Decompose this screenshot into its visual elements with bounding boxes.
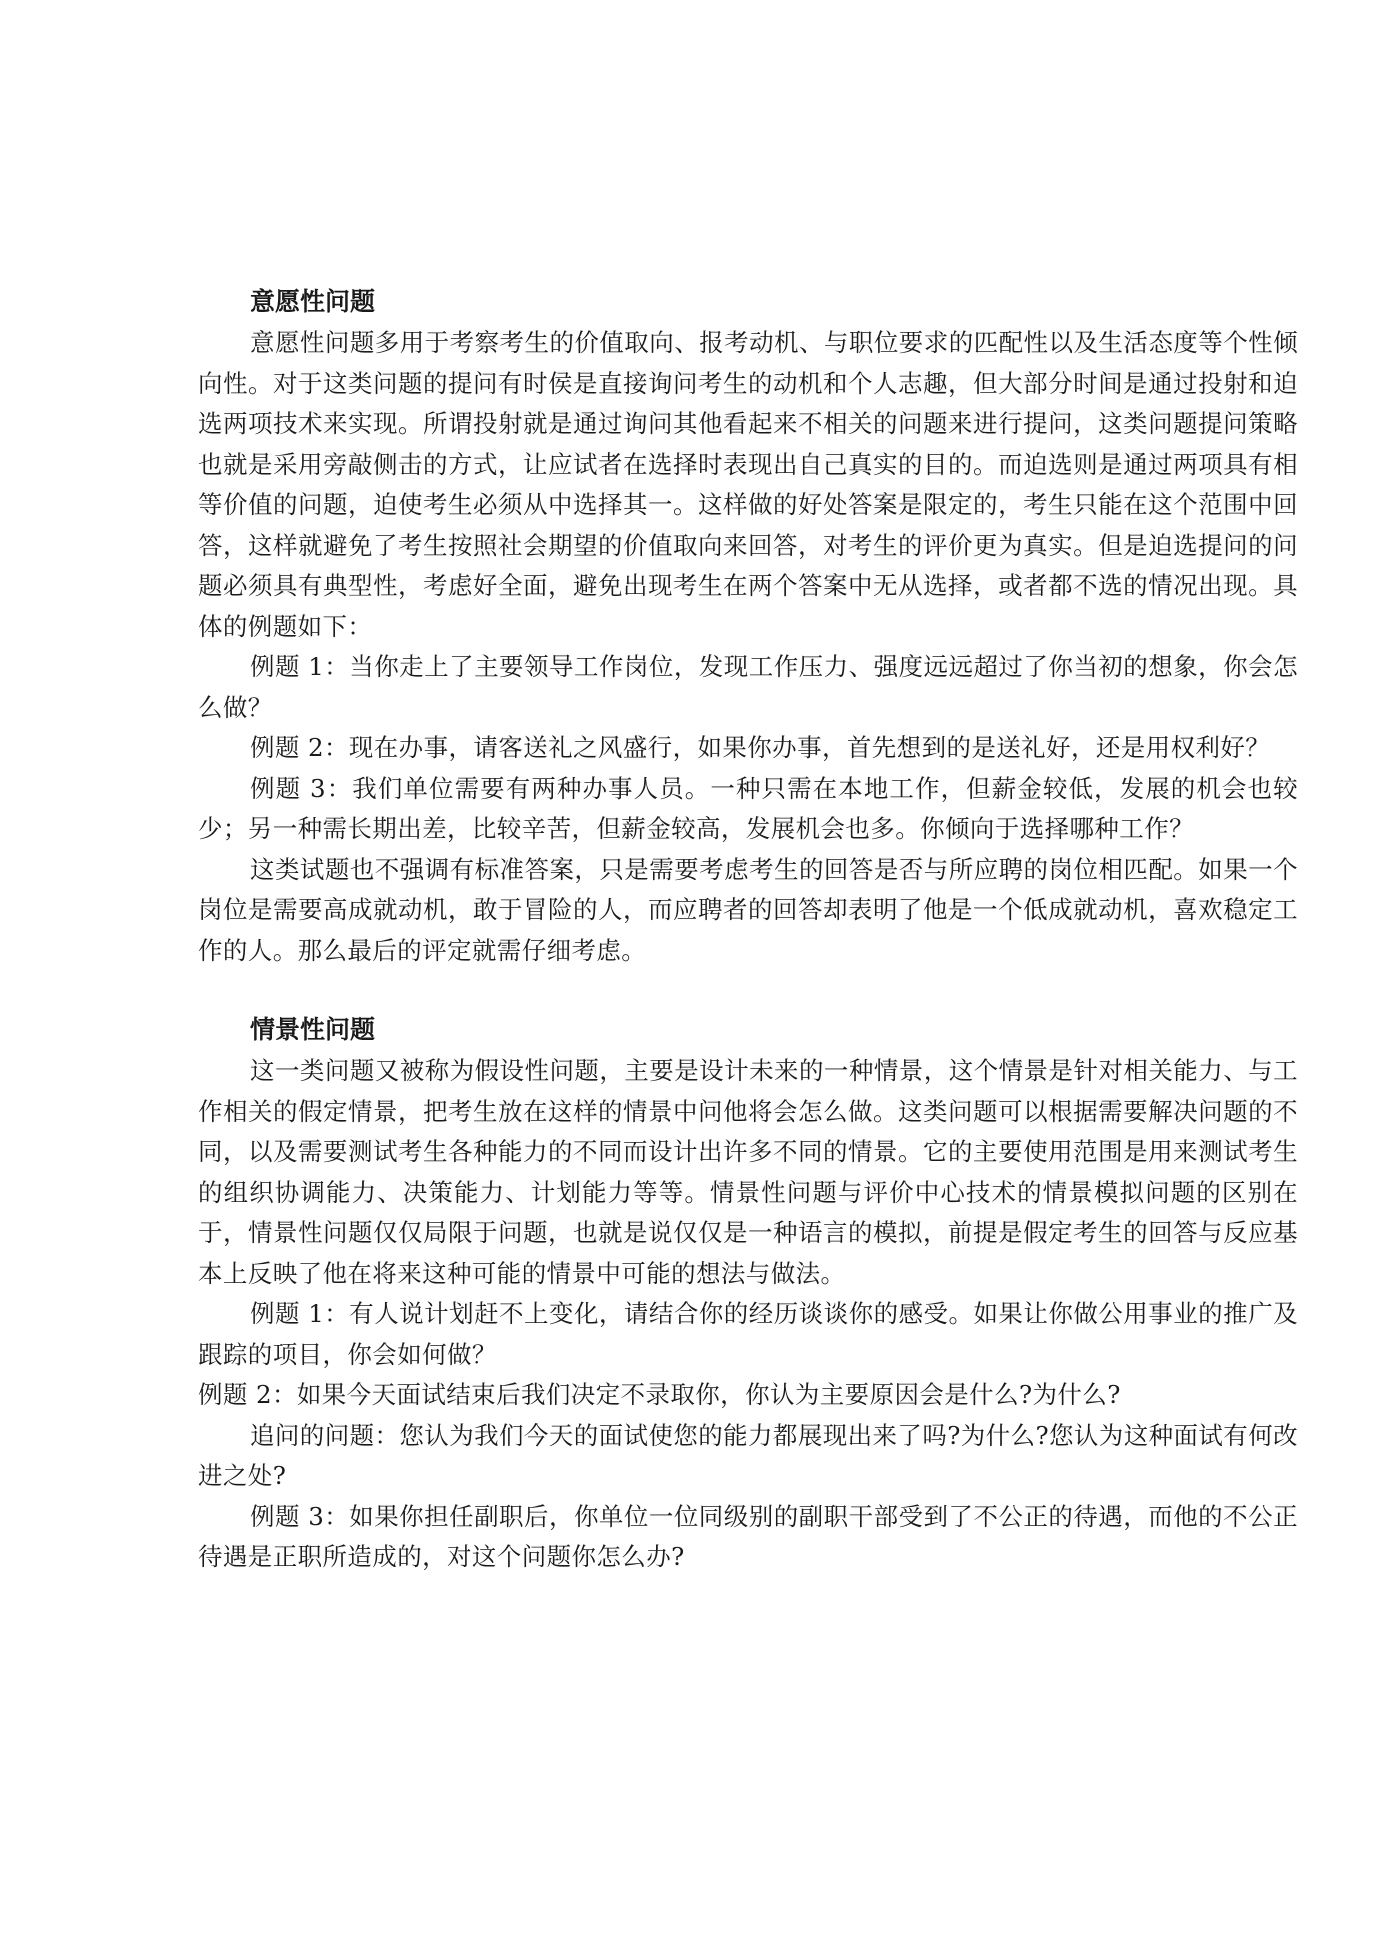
paragraph-situational-example-3: 例题 3：如果你担任副职后，你单位一位同级别的副职干部受到了不公正的待遇，而他的不公正待遇是正职所造成的，对这个问题你怎么办? bbox=[198, 1501, 1298, 1571]
paragraph-willingness-example-1: 例题 1：当你走上了主要领导工作岗位，发现工作压力、强度远远超过了你当初的想象，你会怎么做？ bbox=[198, 652, 1298, 722]
paragraph-willingness-example-3: 例题 3：我们单位需要有两种办事人员。一种只需在本地工作，但薪金较低，发展的机会也较少；另一种需长期出差，比较辛苦，但薪金较高，发展机会也多。你倾向于选择哪种工作？ bbox=[198, 773, 1298, 843]
document-body bbox=[198, 283, 1298, 1578]
section-title-situational: 情景性问题 bbox=[250, 1015, 376, 1044]
paragraph-situational-followup: 追问的问题：您认为我们今天的面试使您的能力都展现出来了吗?为什么?您认为这种面试有何改进之处? bbox=[198, 1420, 1298, 1490]
paragraph-willingness-conclusion: 这类试题也不强调有标准答案，只是需要考虑考生的回答是否与所应聘的岗位相匹配。如果一个岗位是需要高成就动机，敢于冒险的人，而应聘者的回答却表明了他是一个低成就动机，喜欢稳定工作的人。那么最后的评定就需仔细考虑。 bbox=[198, 854, 1298, 965]
paragraph-situational-intro: 这一类问题又被称为假设性问题，主要是设计未来的一种情景，这个情景是针对相关能力、与工作相关的假定情景，把考生放在这样的情景中问他将会怎么做。这类问题可以根据需要解决问题的不同，以及需要测试考生各种能力的不同而设计出许多不同的情景。它的主要使用范围是用来测试考生的组织协调能力、决策能力、计划能力等等。情景性问题与评价中心技术的情景模拟问题的区别在于，情景性问题仅仅局限于问题，也就是说仅仅是一种语言的模拟，前提是假定考生的回答与反应基本上反映了他在将来这种可能的情景中可能的想法与做法。 bbox=[198, 1056, 1298, 1288]
paragraph-willingness-intro: 意愿性问题多用于考察考生的价值取向、报考动机、与职位要求的匹配性以及生活态度等个性倾向性。对于这类问题的提问有时侯是直接询问考生的动机和个人志趣，但大部分时间是通过投射和迫选两项技术来实现。所谓投射就是通过询问其他看起来不相关的问题来进行提问，这类问题提问策略也就是采用旁敲侧击的方式，让应试者在选择时表现出自己真实的目的。而迫选则是通过两项具有相等价值的问题，迫使考生必须从中选择其一。这样做的好处答案是限定的，考生只能在这个范围中回答，这样就避免了考生按照社会期望的价值取向来回答，对考生的评价更为真实。但是迫选提问的问题必须具有典型性，考虑好全面，避免出现考生在两个答案中无从选择，或者都不选的情况出现。具体的例题如下： bbox=[198, 328, 1298, 641]
paragraph-willingness-example-2: 例题 2：现在办事，请客送礼之风盛行，如果你办事，首先想到的是送礼好，还是用权利好？ bbox=[250, 733, 1271, 762]
paragraph-situational-example-1: 例题 1：有人说计划赶不上变化，请结合你的经历谈谈你的感受。如果让你做公用事业的推广及跟踪的项目，你会如何做？ bbox=[198, 1299, 1298, 1369]
section-title-willingness: 意愿性问题 bbox=[250, 287, 376, 316]
paragraph-situational-example-2: 例题 2：如果今天面试结束后我们决定不录取你，你认为主要原因会是什么?为什么? bbox=[198, 1380, 1121, 1409]
